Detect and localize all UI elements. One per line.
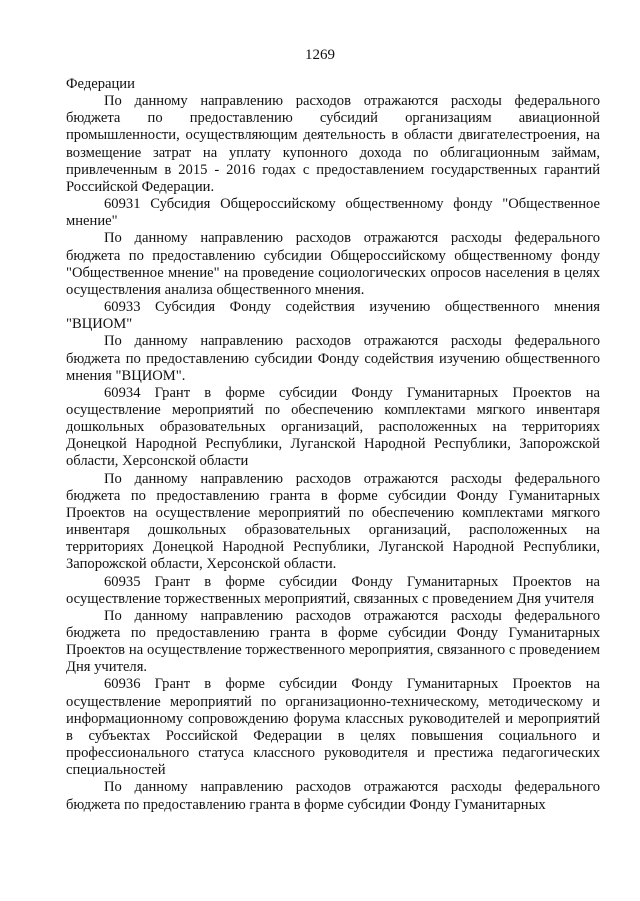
paragraph-description: По данному направлению расходов отражаются расходы федерального бюджета по предоставлению субсидии Общероссийскому общественному фонду "Общественное мнение" на проведение социологических опросов населения в целях осуществления анализа общественного мнения.	[66, 230, 600, 298]
paragraph-description: По данному направлению расходов отражаются расходы федерального бюджета по предоставлению гранта в форме субсидии Фонду Гуманитарных	[66, 779, 600, 813]
paragraph-description: По данному направлению расходов отражаются расходы федерального бюджета по предоставлению гранта в форме субсидии Фонду Гуманитарных Проектов на осуществление мероприятий по обеспечению комплектами мягкого инвентаря дошкольных образовательных организаций, расположенных на территориях Донецкой Народной Республики, Луганской Народной Республики, Запорожской области, Херсонской области.	[66, 470, 600, 573]
page-number: 1269	[305, 47, 335, 63]
paragraph-code-heading: 60934 Грант в форме субсидии Фонду Гуманитарных Проектов на осуществление мероприятий по обеспечению комплектами мягкого инвентаря дошкольных образовательных организаций, расположенных на территориях Донецкой Народной Республики, Луганской Народной Республики, Запорожской области, Херсонской области	[66, 384, 600, 470]
paragraph-description: По данному направлению расходов отражаются расходы федерального бюджета по предоставлению субсидии Фонду содействия изучению общественного мнения "ВЦИОМ".	[66, 333, 600, 384]
paragraph-code-heading: 60936 Грант в форме субсидии Фонду Гуманитарных Проектов на осуществление мероприятий по организационно-техническому, методическому и информационному сопровождению форума классных руководителей и мероприятий в субъектах Российской Федерации в целях повышения социального и профессионального статуса классного руководителя и престижа педагогических специальностей	[66, 676, 600, 779]
paragraph-continuation: Федерации	[66, 76, 135, 92]
paragraph-description: По данному направлению расходов отражаются расходы федерального бюджета по предоставлению гранта в форме субсидии Фонду Гуманитарных Проектов на осуществление торжественного мероприятия, связанного с проведением Дня учителя.	[66, 607, 600, 676]
paragraph-code-heading: 60933 Субсидия Фонду содействия изучению общественного мнения "ВЦИОМ"	[66, 299, 600, 333]
paragraph-code-heading: 60935 Грант в форме субсидии Фонду Гуманитарных Проектов на осуществление торжественных мероприятий, связанных с проведением Дня учителя	[66, 573, 600, 607]
paragraph-description: По данному направлению расходов отражаются расходы федерального бюджета по предоставлению субсидий организациям авиационной промышленности, осуществляющим деятельность в области двигателестроения, на возмещение затрат на уплату купонного дохода по облигационным займам, привлеченным в 2015 - 2016 годах с предоставлением государственных гарантий Российской Федерации.	[66, 93, 600, 195]
document-body	[66, 76, 600, 814]
paragraph-code-heading: 60931 Субсидия Общероссийскому общественному фонду "Общественное мнение"	[66, 196, 600, 230]
